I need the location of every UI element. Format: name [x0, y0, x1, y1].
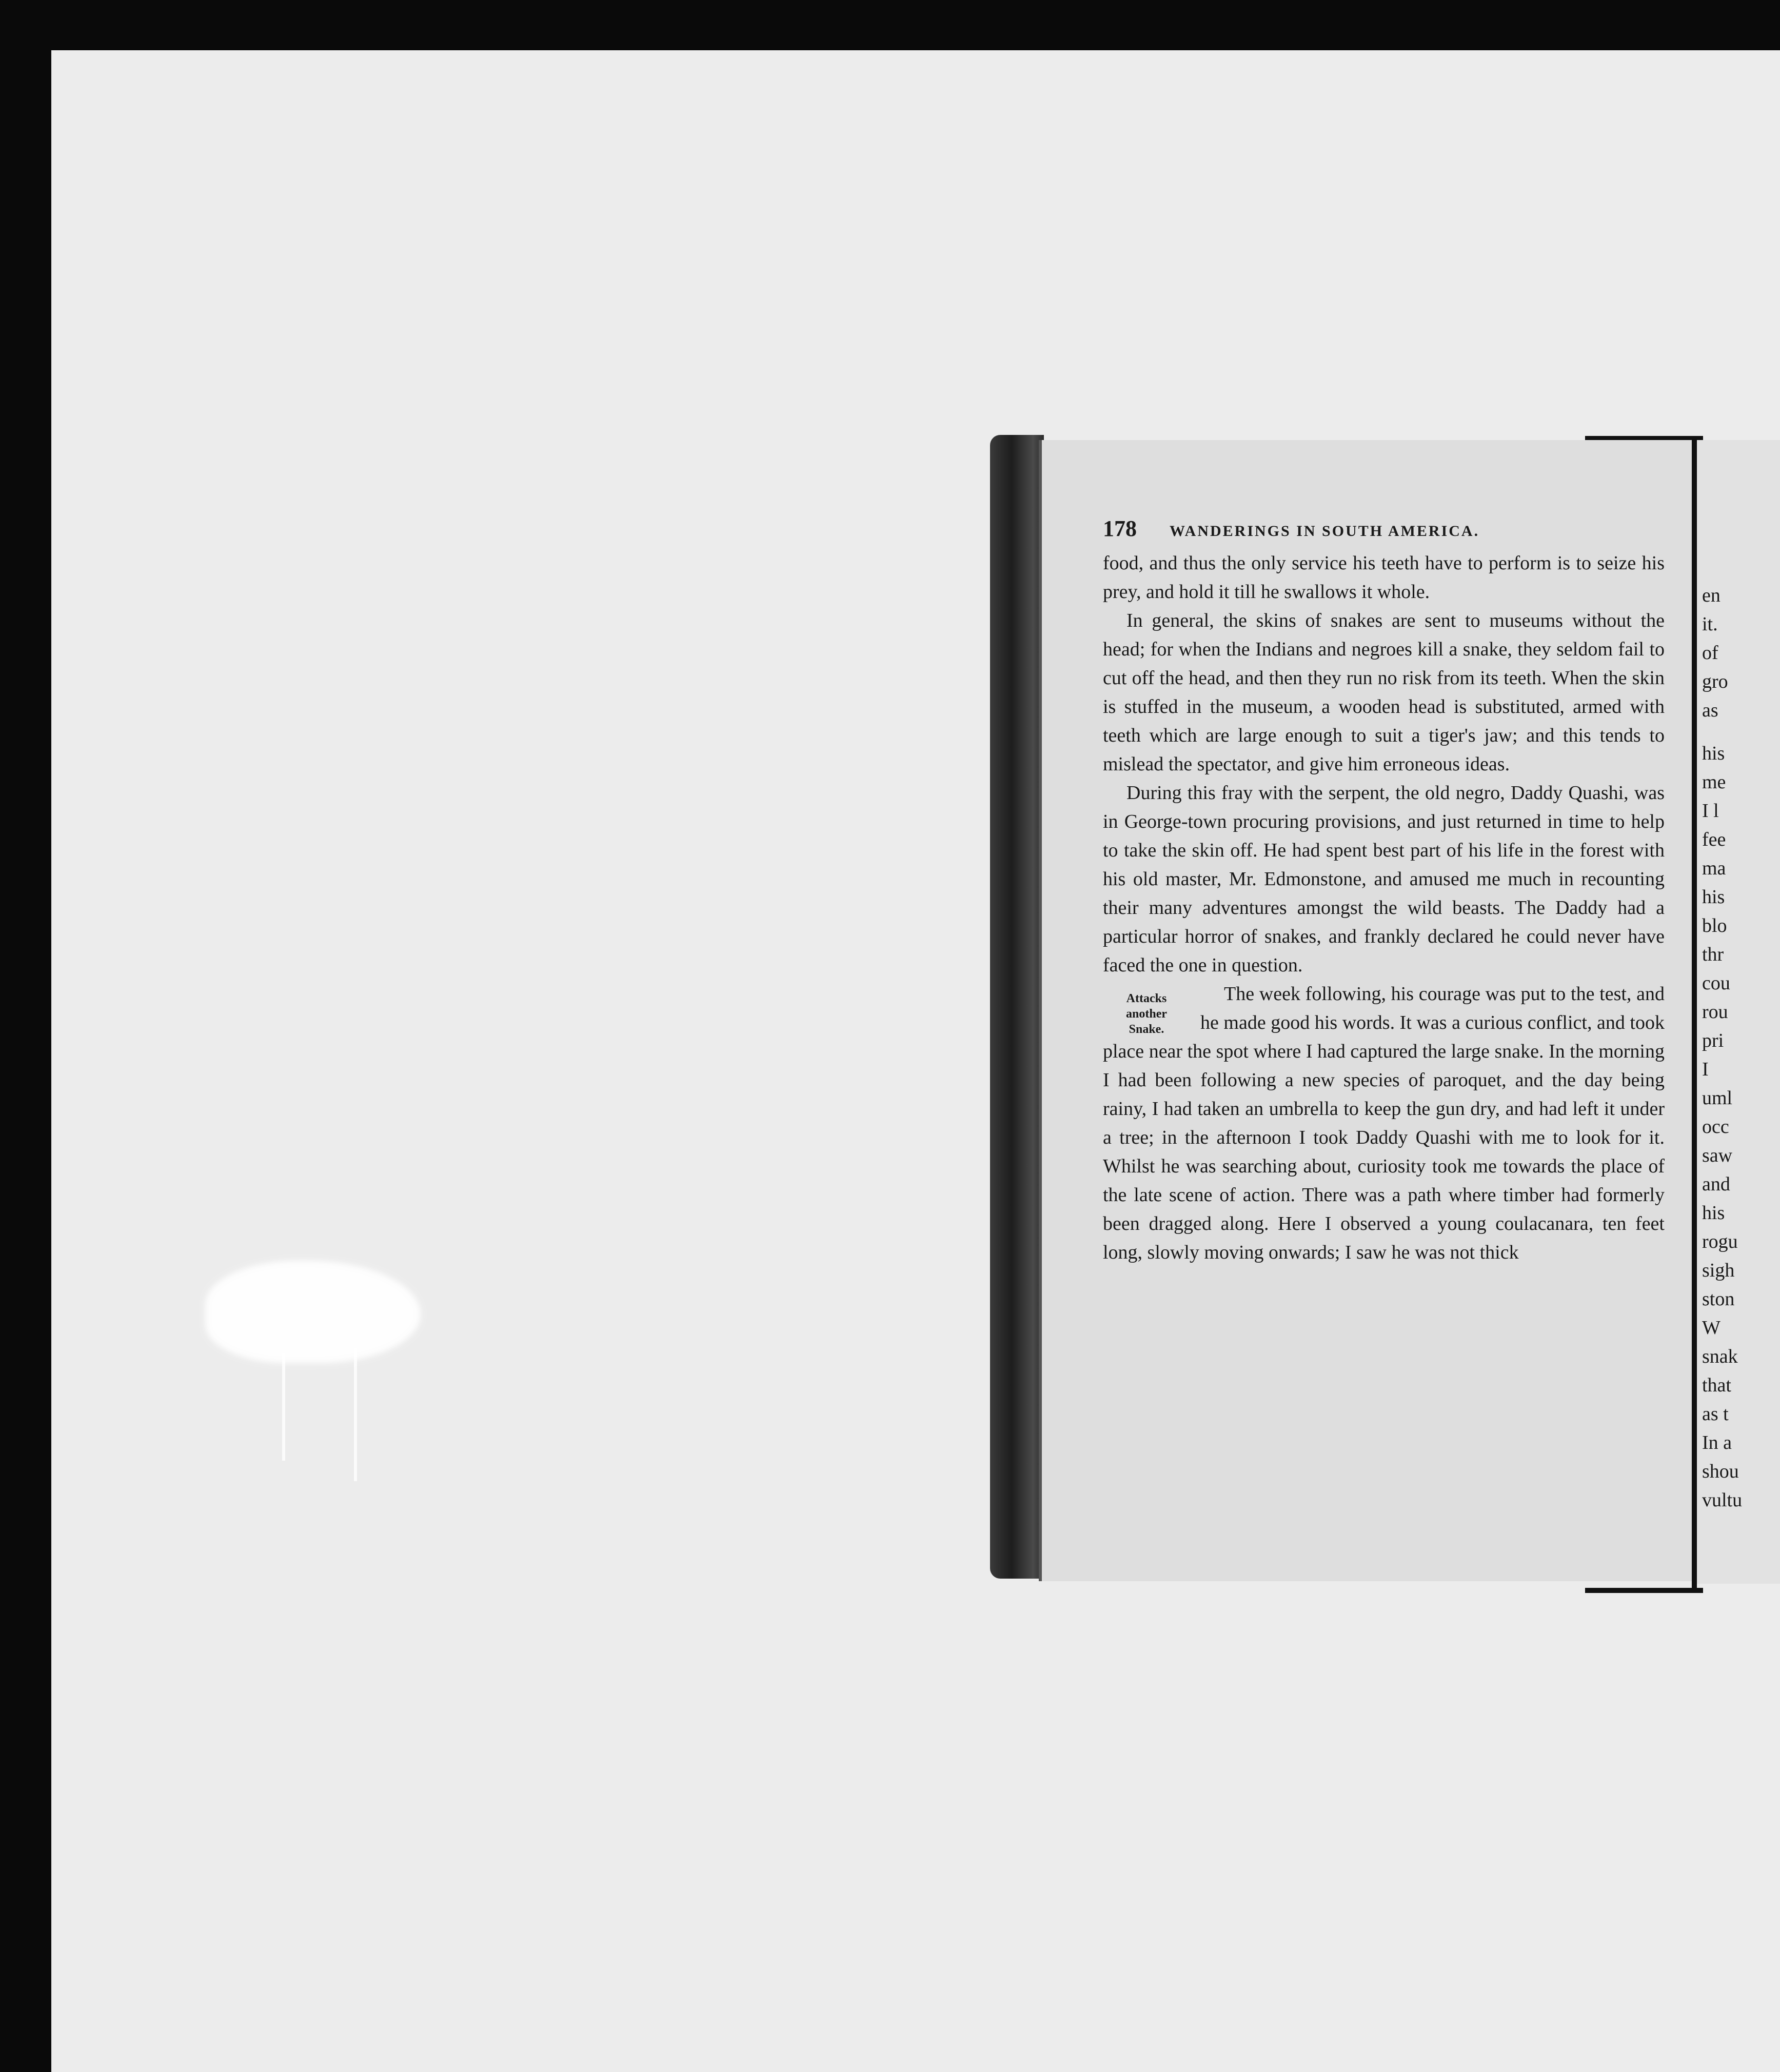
- left-page-text: [1103, 514, 1665, 1267]
- right-page-fragment: shou: [1702, 1461, 1739, 1482]
- right-page-fragment: rogu: [1702, 1231, 1738, 1252]
- bottom-rule: [1585, 1588, 1703, 1593]
- right-page-fragment: rou: [1702, 1001, 1728, 1023]
- margin-note-line: Snake.: [1129, 1023, 1164, 1036]
- paragraph: During this fray with the serpent, the old negro, Daddy Quashi, was in George-town procuring provisions, and just returned in time to help to take the skin off. He had spent best part of his life in the forest with his old master, Mr. Edmonstone, and amused me much in recounting their many adventures amongst the wild beasts. The Daddy had a particular horror of snakes, and frankly declared he could never have faced the one in question.: [1103, 782, 1665, 976]
- right-page: [1697, 440, 1780, 1584]
- right-page-fragment: of: [1702, 642, 1718, 664]
- right-page-fragment: occ: [1702, 1116, 1729, 1138]
- right-page-fragment: W: [1702, 1317, 1720, 1339]
- film-blemish-drip: [354, 1348, 357, 1481]
- margin-note-line: another: [1126, 1007, 1167, 1021]
- right-page-fragment: fee: [1702, 829, 1726, 850]
- right-page-fragment: ston: [1702, 1288, 1735, 1310]
- right-page-text: [1702, 581, 1780, 1515]
- right-page-fragment: his: [1702, 743, 1725, 764]
- right-page-fragment: [1702, 725, 1780, 739]
- right-page-fragment: uml: [1702, 1087, 1733, 1109]
- right-page-fragment: ma: [1702, 858, 1726, 879]
- microfilm-frame: [51, 50, 1780, 2072]
- book-gutter: [1692, 437, 1697, 1591]
- margin-note-line: Attacks: [1126, 992, 1167, 1005]
- margin-note: [1103, 991, 1190, 1037]
- right-page-fragment: thr: [1702, 944, 1724, 965]
- film-blemish-drip: [282, 1353, 285, 1461]
- running-title: WANDERINGS IN SOUTH AMERICA.: [1170, 523, 1480, 540]
- right-page-fragment: me: [1702, 771, 1726, 793]
- right-page-fragment: snak: [1702, 1346, 1738, 1367]
- right-page-fragment: gro: [1702, 671, 1728, 692]
- right-page-fragment: I l: [1702, 800, 1719, 822]
- book-page-edges: [990, 435, 1044, 1579]
- right-page-fragment: and: [1702, 1173, 1730, 1195]
- right-page-fragment: pri: [1702, 1030, 1724, 1051]
- right-page-fragment: cou: [1702, 972, 1730, 994]
- running-head: [1103, 514, 1665, 546]
- top-rule: [1585, 436, 1703, 440]
- page-number: 178: [1103, 516, 1137, 541]
- paragraph: food, and thus the only service his teeth have to perform is to seize his prey, and hold it till he swallows it whole.: [1103, 552, 1665, 603]
- right-page-fragment: en: [1702, 585, 1720, 606]
- right-page-fragment: it.: [1702, 613, 1718, 635]
- right-page-fragment: I: [1702, 1059, 1709, 1080]
- right-page-fragment: blo: [1702, 915, 1727, 937]
- right-page-fragment: his: [1702, 886, 1725, 908]
- open-book: [990, 389, 1780, 1604]
- right-page-fragment: vultu: [1702, 1489, 1743, 1511]
- right-page-fragment: as t: [1702, 1403, 1729, 1425]
- paragraph: In general, the skins of snakes are sent to museums without the head; for when the Indians and negroes kill a snake, they seldom fail to cut off the head, and then they run no risk from its teeth. When the skin is stuffed in the museum, a wooden head is substituted, armed with teeth which are large enough to suit a tiger's jaw; and this tends to mislead the spectator, and give him erroneous ideas.: [1103, 610, 1665, 775]
- right-page-fragment: as: [1702, 700, 1718, 721]
- right-page-fragment: saw: [1702, 1145, 1733, 1166]
- right-page-fragment: that: [1702, 1374, 1731, 1396]
- film-blemish: [205, 1261, 421, 1363]
- right-page-fragment: In a: [1702, 1432, 1732, 1453]
- right-page-fragment: sigh: [1702, 1260, 1735, 1281]
- paragraph: The week following, his courage was put to the test, and he made good his words. It was a curious conflict, and took place near the spot where I had captured the large snake. In the morning I had been following a new species of paroquet, and the day being rainy, I had taken an umbrella to keep the gun dry, and had left it under a tree; in the afternoon I took Daddy Quashi with me to look for it. Whilst he was searching about, curiosity took me towards the place of the late scene of action. There was a path where timber had formerly been dragged along. Here I observed a young coulacanara, ten feet long, slowly moving onwards; I saw he was not thick: [1103, 983, 1665, 1263]
- right-page-fragment: his: [1702, 1202, 1725, 1224]
